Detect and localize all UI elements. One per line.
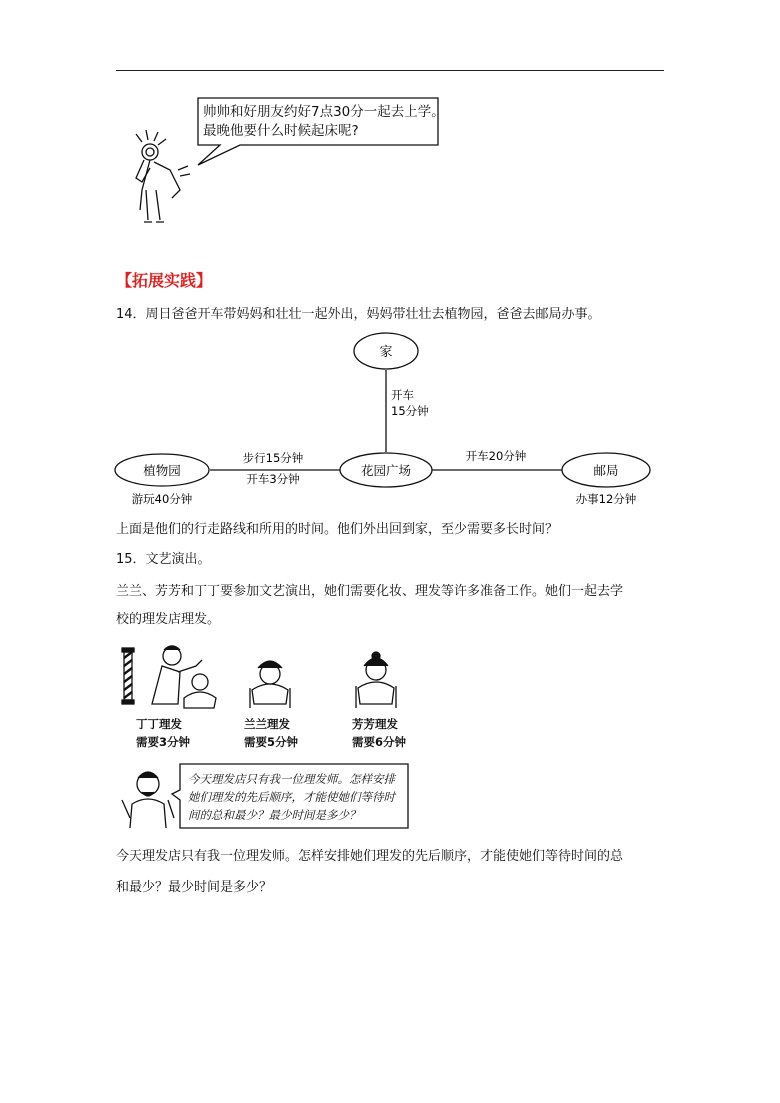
label-errand: 办事12分钟 (575, 492, 637, 506)
person-1-name: 丁丁理发 (136, 717, 182, 731)
barber-bubble-line-1: 今天理发店只有我一位理发师。怎样安排 (188, 772, 395, 786)
section-title: 【拓展实践】 (116, 271, 213, 290)
node-post-label: 邮局 (593, 463, 619, 478)
node-garden-label: 植物园 (143, 463, 181, 478)
q15-question-line-1: 今天理发店只有我一位理发师。怎样安排她们理发的先后顺序，才能使她们等待时间的总 (116, 849, 624, 864)
q15-para-line-2: 校的理发店理发。 (116, 612, 221, 627)
q14-question: 上面是他们的行走路线和所用的时间。他们外出回到家，至少需要多长时间？ (116, 522, 559, 537)
label-drive-post: 开车20分钟 (465, 449, 527, 463)
lanlan-chair (250, 661, 290, 708)
q15-para-line-1: 兰兰、芳芳和丁丁要参加文艺演出，她们需要化妆、理发等许多准备工作。她们一起去学 (116, 584, 624, 599)
barber-bubble-line-3: 间的总和最少？最少时间是多少？ (188, 808, 361, 822)
person-2-time: 需要5分钟 (244, 735, 299, 749)
node-plaza-label: 花园广场 (360, 463, 412, 478)
barber-bust (122, 772, 174, 828)
barber-bubble-line-2: 她们理发的先后顺序，才能使她们等待时 (188, 790, 395, 804)
person-2-name: 兰兰理发 (244, 717, 290, 731)
person-3-time: 需要6分钟 (352, 735, 407, 749)
label-drive-garden: 开车3分钟 (246, 472, 300, 486)
barber-illustrations (118, 638, 418, 718)
barber-pole-icon (122, 648, 134, 704)
header-rule (116, 70, 664, 71)
label-walk: 步行15分钟 (242, 451, 304, 465)
q13-bubble-line-2: 最晚他要什么时候起床呢? (203, 123, 359, 139)
q15-title: 15．文艺演出。 (116, 552, 211, 567)
q15-question-line-2: 和最少？最少时间是多少？ (116, 880, 273, 895)
person-1-time: 需要3分钟 (136, 735, 191, 749)
fangfang-chair (356, 652, 396, 708)
route-diagram (110, 330, 670, 515)
q14-intro: 14．周日爸爸开车带妈妈和壮壮一起外出，妈妈带壮壮去植物园，爸爸去邮局办事。 (116, 307, 601, 322)
q13-bubble-line-1: 帅帅和好朋友约好7点30分一起去上学。 (203, 104, 445, 120)
label-drive-home-1: 开车 (391, 388, 414, 402)
barber-with-dingding (152, 646, 216, 708)
person-3-name: 芳芳理发 (352, 717, 398, 731)
node-home-label: 家 (379, 345, 393, 360)
label-play: 游玩40分钟 (131, 492, 193, 506)
boy-figure (136, 130, 190, 222)
label-drive-home-2: 15分钟 (391, 404, 429, 418)
